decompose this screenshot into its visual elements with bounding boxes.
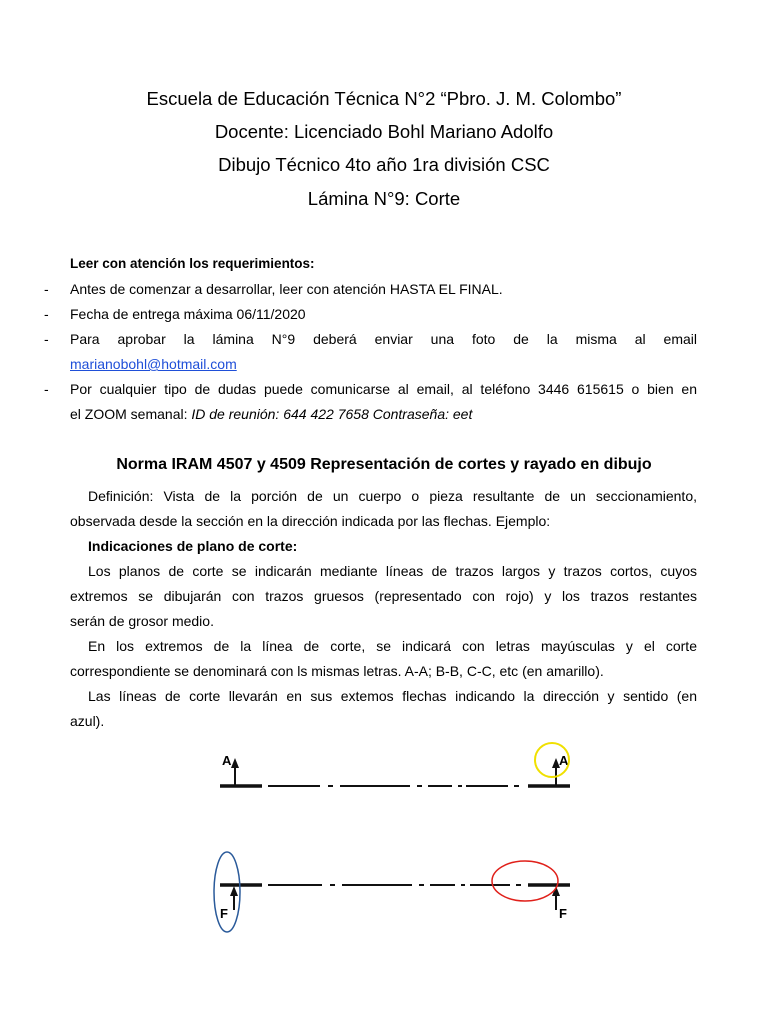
p2-text-1: En los extremos de la línea de corte, se indicará con letras mayúsculas y el corte xyxy=(88,638,697,654)
course-line: Dibujo Técnico 4to año 1ra división CSC xyxy=(218,154,550,175)
bullet-marker: - xyxy=(44,331,49,347)
p1-line-3: serán de grosor medio. xyxy=(70,613,214,629)
zoom-meeting-info: ID de reunión: 644 422 7658 Contraseña: eet xyxy=(191,406,473,422)
cut-plane-subheading: Indicaciones de plano de corte: xyxy=(88,538,298,554)
red-highlight-ellipse xyxy=(492,861,558,901)
requirement-item-4: Por cualquier tipo de dudas puede comunicarse al email, al teléfono 3446 615615 o bien en xyxy=(70,381,697,397)
email-link[interactable]: marianobohl@hotmail.com xyxy=(70,356,237,372)
requirement-item-2: Fecha de entrega máxima 06/11/2020 xyxy=(70,306,306,322)
arrow-up-left xyxy=(231,758,239,786)
requirements-heading: Leer con atención los requerimientos: xyxy=(70,256,315,271)
definition-line-2: observada desde la sección en la dirección indicada por las flechas. Ejemplo: xyxy=(70,513,551,529)
requirement-item-1: Antes de comenzar a desarrollar, leer con atención HASTA EL FINAL. xyxy=(70,281,503,297)
label-f-left: F xyxy=(220,906,228,921)
bullet-marker: - xyxy=(44,381,49,397)
school-name: Escuela de Educación Técnica N°2 “Pbro. J. M. Colombo” xyxy=(146,88,622,109)
definition-text-1: Definición: Vista de la porción de un cuerpo o pieza resultante de un seccionamiento, xyxy=(88,488,697,504)
requirement-item-3: Para aprobar la lámina N°9 deberá enviar una foto de la misma al email xyxy=(70,331,697,347)
p3-text-1: Las líneas de corte llevarán en sus extemos flechas indicando la dirección y sentido (en xyxy=(88,688,697,704)
zoom-prefix: el ZOOM semanal: xyxy=(70,406,192,422)
p1-line-2: extremos se dibujarán con trazos gruesos (representado con rojo) y los trazos restantes xyxy=(70,588,697,604)
p3-line-2: azul). xyxy=(70,713,105,729)
bullet-marker: - xyxy=(44,306,49,322)
teacher-line: Docente: Licenciado Bohl Mariano Adolfo xyxy=(214,121,554,142)
section-title: Norma IRAM 4507 y 4509 Representación de cortes y rayado en dibujo xyxy=(116,456,652,473)
p2-line-2: correspondiente se denominará con ls mismas letras. A-A; B-B, C-C, etc (en amarillo). xyxy=(70,663,604,679)
label-a-right: A xyxy=(559,753,569,768)
label-a-left: A xyxy=(222,753,232,768)
sheet-title: Lámina N°9: Corte xyxy=(307,188,461,209)
bullet-marker: - xyxy=(44,281,49,297)
label-f-right: F xyxy=(559,906,567,921)
arrow-up-bottom-left xyxy=(230,886,238,910)
p1-text-1: Los planos de corte se indicarán mediante líneas de trazos largos y trazos cortos, cuyos xyxy=(88,563,697,579)
